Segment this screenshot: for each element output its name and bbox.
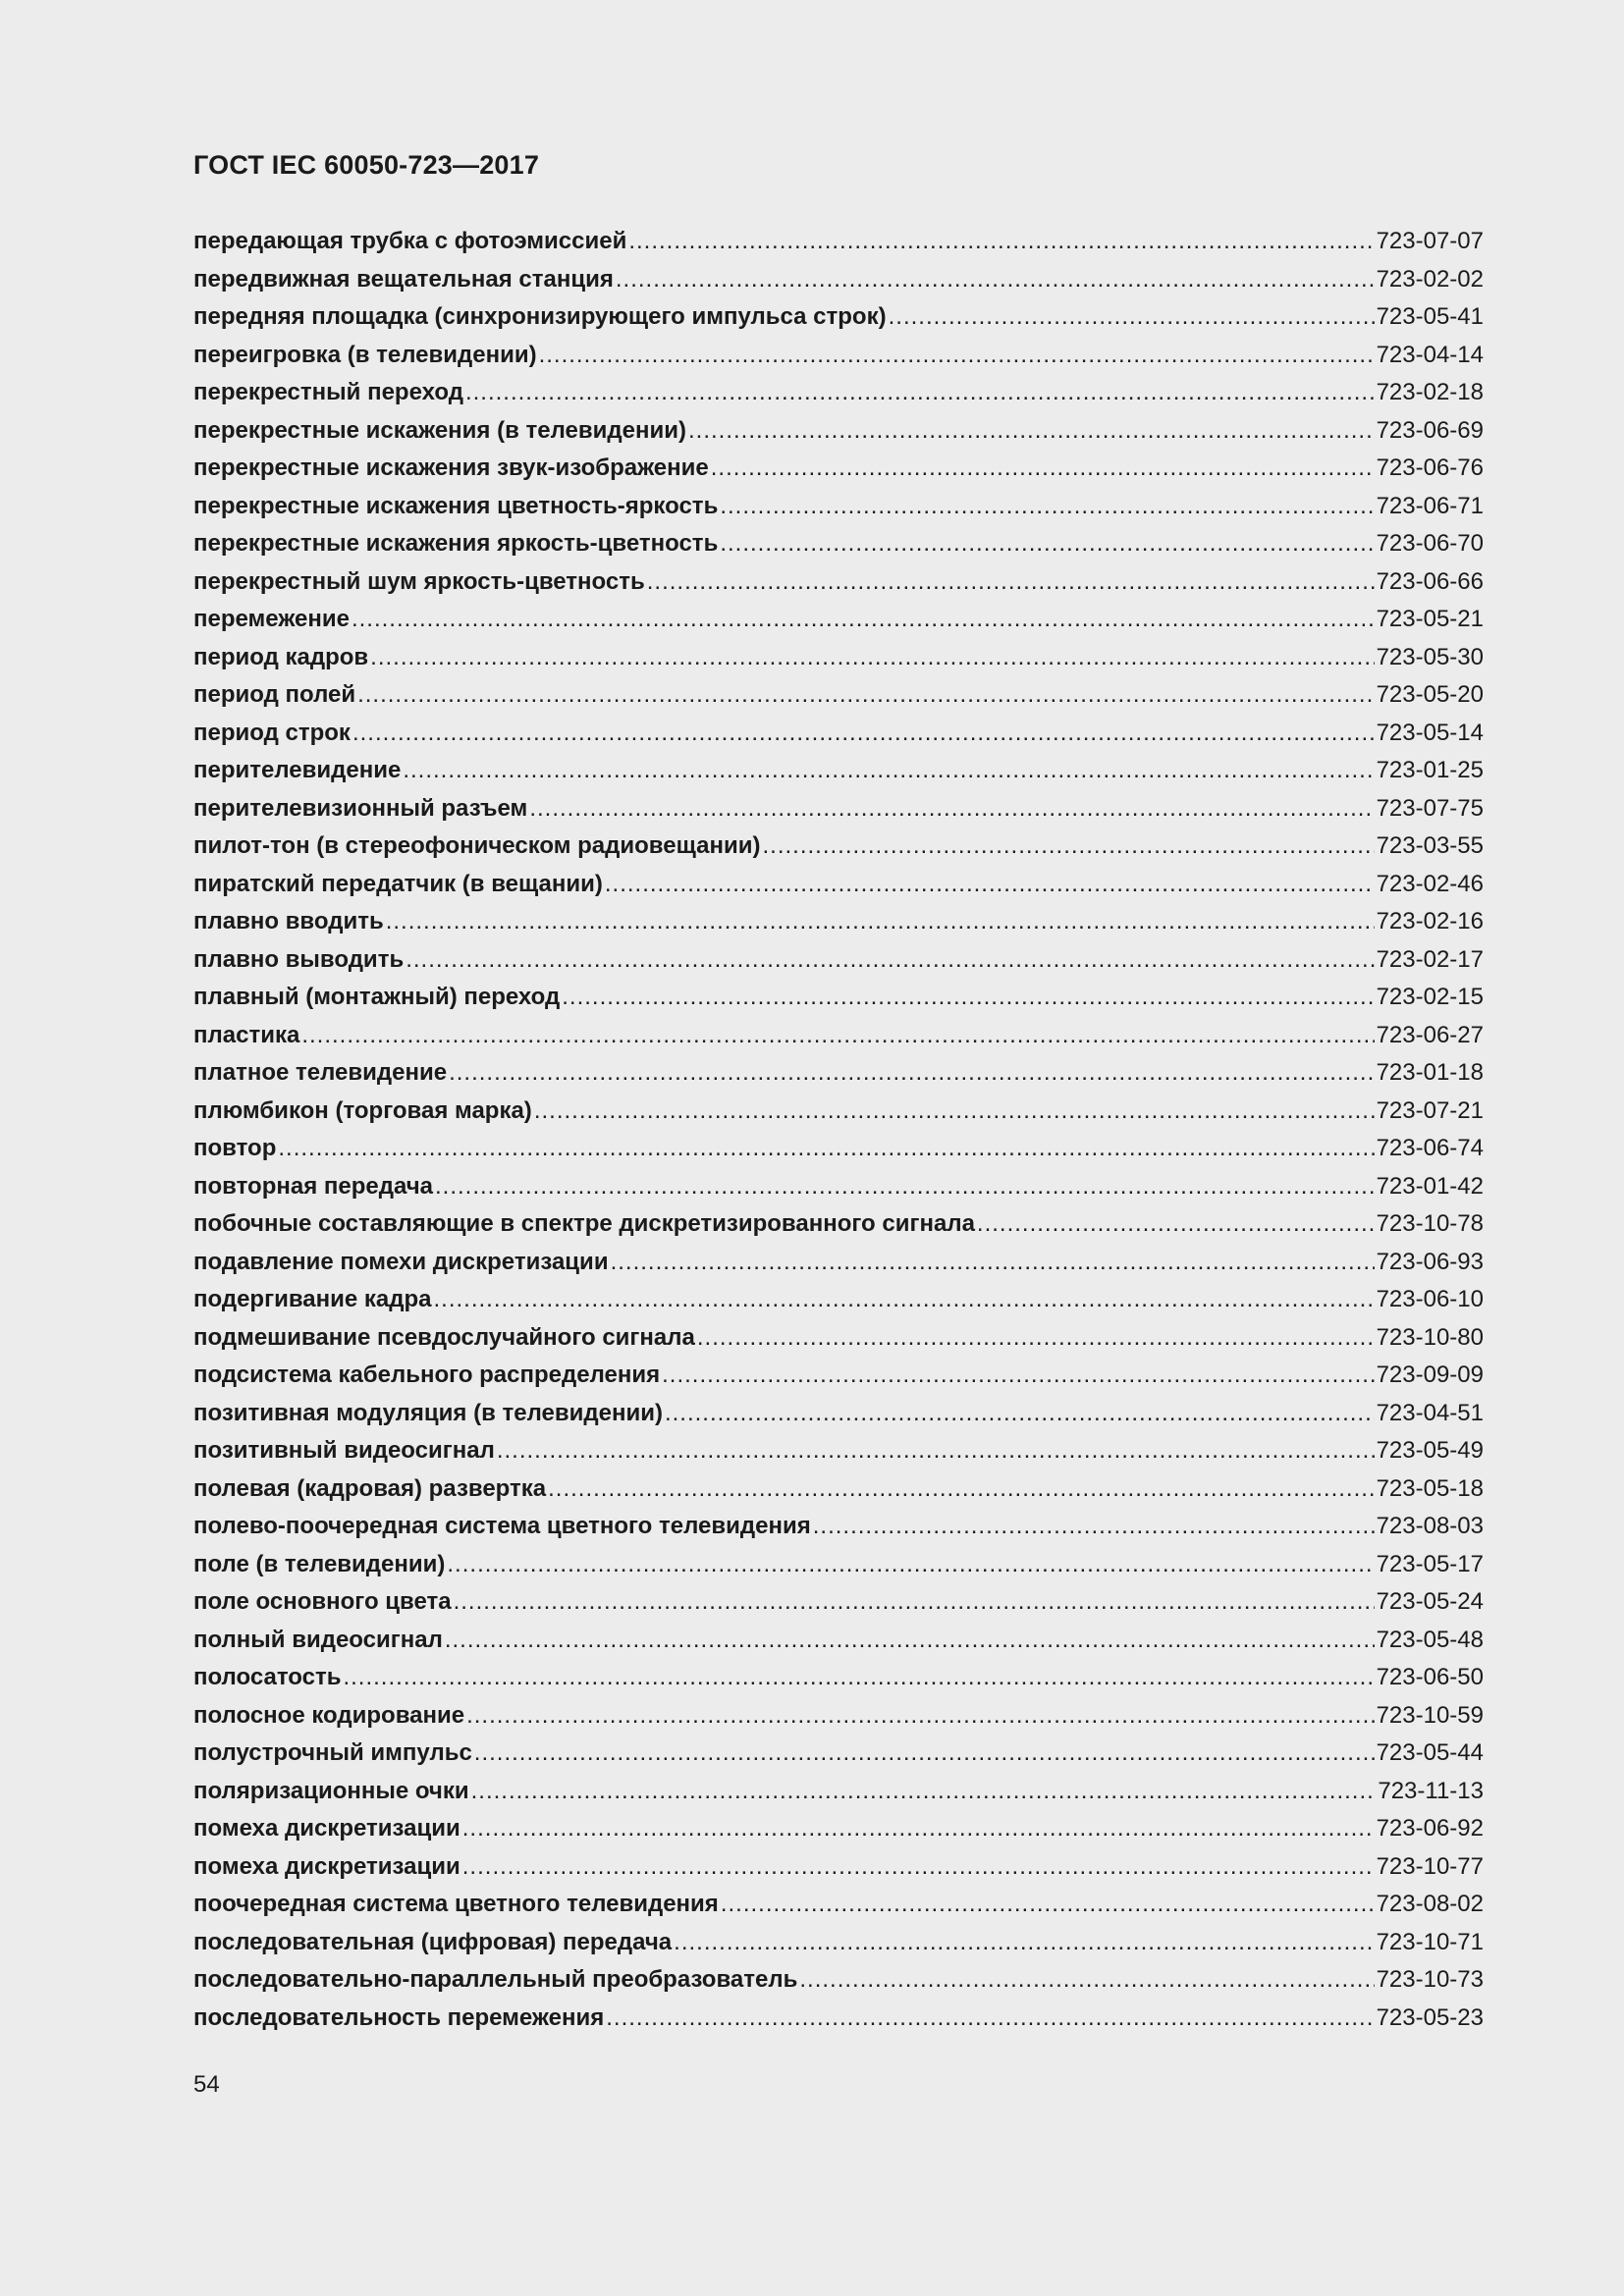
index-term: поляризационные очки [193, 1777, 469, 1804]
index-entry [193, 223, 1484, 261]
dot-leader [977, 1205, 1375, 1244]
dot-leader [357, 676, 1374, 715]
dot-leader [697, 1319, 1375, 1358]
index-reference-number: 723-10-78 [1376, 1210, 1484, 1237]
index-entry [193, 1848, 1484, 1887]
index-term: полосное кодирование [193, 1701, 465, 1729]
index-term: плавный (монтажный) переход [193, 984, 561, 1010]
index-entry [193, 450, 1484, 488]
dot-leader [688, 412, 1375, 451]
index-entry [193, 1054, 1484, 1093]
index-entry [193, 1130, 1484, 1168]
index-reference-number: 723-07-75 [1376, 794, 1484, 822]
dot-leader [474, 1735, 1375, 1773]
index-reference-number: 723-02-15 [1376, 984, 1484, 1010]
dot-leader [386, 903, 1375, 941]
dot-leader [720, 488, 1374, 526]
index-entry [193, 1357, 1484, 1395]
index-entry [193, 1017, 1484, 1055]
index-entry [193, 752, 1484, 790]
dot-leader [466, 1697, 1374, 1735]
index-reference-number: 723-06-69 [1376, 416, 1484, 444]
term-index-list [193, 223, 1484, 2037]
index-entry [193, 1432, 1484, 1470]
index-reference-number: 723-04-14 [1376, 341, 1484, 368]
index-reference-number: 723-06-70 [1376, 530, 1484, 557]
index-reference-number: 723-06-66 [1376, 567, 1484, 595]
index-term: период полей [193, 681, 356, 708]
index-term: перителевизионный разъем [193, 794, 528, 822]
index-entry [193, 1583, 1484, 1622]
index-entry [193, 1319, 1484, 1358]
dot-leader [539, 337, 1375, 375]
dot-leader [548, 1470, 1374, 1509]
dot-leader [301, 1017, 1374, 1055]
index-reference-number: 723-01-42 [1376, 1172, 1484, 1200]
index-term: плавно вводить [193, 908, 384, 934]
index-term: полево-поочередная система цветного телевидения [193, 1513, 811, 1539]
dot-leader [711, 450, 1375, 488]
index-entry [193, 298, 1484, 337]
page-number: 54 [193, 2071, 220, 2098]
index-reference-number: 723-05-17 [1376, 1550, 1484, 1577]
index-reference-number: 723-05-44 [1376, 1739, 1484, 1766]
dot-leader [445, 1622, 1375, 1660]
index-entry [193, 1924, 1484, 1962]
index-entry [193, 412, 1484, 451]
index-entry [193, 1773, 1484, 1811]
index-entry [193, 1281, 1484, 1319]
index-entry [193, 941, 1484, 980]
index-term: последовательность перемежения [193, 2003, 605, 2031]
index-entry [193, 1961, 1484, 2000]
index-reference-number: 723-06-93 [1376, 1248, 1484, 1275]
index-entry [193, 1470, 1484, 1509]
index-entry [193, 374, 1484, 412]
index-term: перекрестные искажения звук-изображение [193, 454, 709, 481]
index-reference-number: 723-10-80 [1376, 1323, 1484, 1351]
index-entry [193, 1093, 1484, 1131]
index-entry [193, 1622, 1484, 1660]
index-term: полный видеосигнал [193, 1626, 443, 1653]
dot-leader [647, 563, 1375, 602]
index-reference-number: 723-08-03 [1376, 1513, 1484, 1539]
index-reference-number: 723-06-92 [1376, 1815, 1484, 1842]
index-entry [193, 525, 1484, 563]
index-term: перекрестные искажения цветность-яркость [193, 492, 719, 519]
index-term: подавление помехи дискретизации [193, 1248, 609, 1275]
index-entry [193, 903, 1484, 941]
dot-leader [462, 1810, 1375, 1848]
index-entry [193, 1508, 1484, 1546]
index-reference-number: 723-10-73 [1376, 1966, 1484, 1993]
index-reference-number: 723-07-21 [1376, 1096, 1484, 1124]
dot-leader [562, 979, 1374, 1017]
index-entry [193, 2000, 1484, 2038]
index-entry [193, 1886, 1484, 1924]
index-entry [193, 1546, 1484, 1584]
dot-leader [406, 941, 1374, 980]
index-entry [193, 1168, 1484, 1206]
index-term: перекрестный шум яркость-цветность [193, 567, 645, 595]
index-entry [193, 563, 1484, 602]
dot-leader [720, 525, 1374, 563]
index-term: подсистема кабельного распределения [193, 1362, 661, 1388]
dot-leader [721, 1886, 1375, 1924]
index-reference-number: 723-01-18 [1376, 1059, 1484, 1086]
dot-leader [534, 1093, 1375, 1131]
index-reference-number: 723-09-09 [1376, 1362, 1484, 1388]
dot-leader [403, 752, 1374, 790]
dot-leader [352, 715, 1375, 753]
dot-leader [628, 223, 1374, 261]
index-entry [193, 1659, 1484, 1697]
index-term: повтор [193, 1135, 277, 1161]
index-reference-number: 723-03-55 [1376, 832, 1484, 859]
index-term: пластика [193, 1021, 300, 1048]
index-reference-number: 723-06-71 [1376, 492, 1484, 519]
dot-leader [662, 1357, 1374, 1395]
index-term: подмешивание псевдослучайного сигнала [193, 1323, 695, 1351]
index-reference-number: 723-10-59 [1376, 1701, 1484, 1729]
index-reference-number: 723-06-10 [1376, 1286, 1484, 1312]
index-entry [193, 979, 1484, 1017]
index-term: повторная передача [193, 1172, 433, 1200]
index-term: период строк [193, 719, 351, 746]
index-term: помеха дискретизации [193, 1815, 460, 1842]
index-term: пилот-тон (в стереофоническом радиовещании) [193, 832, 761, 859]
dot-leader [278, 1130, 1374, 1168]
index-reference-number: 723-05-18 [1376, 1474, 1484, 1502]
index-term: передвижная вещательная станция [193, 265, 614, 293]
index-term: период кадров [193, 643, 369, 670]
dot-leader [343, 1659, 1374, 1697]
index-entry [193, 1205, 1484, 1244]
index-reference-number: 723-11-13 [1378, 1777, 1484, 1804]
index-term: поле основного цвета [193, 1588, 452, 1615]
index-term: поочередная система цветного телевидения [193, 1891, 719, 1917]
index-term: перекрестные искажения яркость-цветность [193, 530, 719, 557]
index-reference-number: 723-04-51 [1376, 1399, 1484, 1426]
dot-leader [616, 261, 1375, 299]
dot-leader [471, 1773, 1377, 1811]
dot-leader [370, 639, 1374, 677]
index-term: позитивный видеосигнал [193, 1437, 495, 1464]
dot-leader [605, 866, 1375, 904]
index-reference-number: 723-02-16 [1376, 908, 1484, 934]
index-entry [193, 715, 1484, 753]
dot-leader [611, 1244, 1375, 1282]
index-entry [193, 1810, 1484, 1848]
index-term: полосатость [193, 1664, 342, 1690]
index-reference-number: 723-06-74 [1376, 1135, 1484, 1161]
index-term: последовательная (цифровая) передача [193, 1928, 673, 1955]
index-reference-number: 723-02-18 [1376, 379, 1484, 405]
index-term: полустрочный импульс [193, 1739, 472, 1766]
index-reference-number: 723-02-02 [1376, 265, 1484, 293]
index-entry [193, 601, 1484, 639]
dot-leader [889, 298, 1375, 337]
index-term: плюмбикон (торговая марка) [193, 1096, 532, 1124]
dot-leader [497, 1432, 1375, 1470]
index-term: последовательно-параллельный преобразователь [193, 1966, 798, 1993]
index-reference-number: 723-05-23 [1376, 2003, 1484, 2031]
index-reference-number: 723-06-50 [1376, 1664, 1484, 1690]
index-entry [193, 1244, 1484, 1282]
index-entry [193, 261, 1484, 299]
index-reference-number: 723-05-20 [1376, 681, 1484, 708]
index-reference-number: 723-05-48 [1376, 1626, 1484, 1653]
index-term: подергивание кадра [193, 1286, 432, 1312]
index-reference-number: 723-02-46 [1376, 870, 1484, 897]
index-term: перекрестный переход [193, 379, 463, 405]
dot-leader [813, 1508, 1375, 1546]
dot-leader [435, 1168, 1375, 1206]
index-reference-number: 723-05-24 [1376, 1588, 1484, 1615]
dot-leader [799, 1961, 1374, 2000]
dot-leader [462, 1848, 1375, 1887]
index-reference-number: 723-05-41 [1376, 303, 1484, 330]
index-term: передающая трубка с фотоэмиссией [193, 228, 627, 254]
document-header: ГОСТ IEC 60050-723—2017 [193, 150, 540, 180]
dot-leader [762, 828, 1374, 866]
index-entry [193, 488, 1484, 526]
index-term: плавно выводить [193, 945, 405, 973]
index-entry [193, 337, 1484, 375]
dot-leader [352, 601, 1375, 639]
index-term: переигровка (в телевидении) [193, 341, 537, 368]
dot-leader [433, 1281, 1374, 1319]
dot-leader [465, 374, 1375, 412]
index-entry [193, 676, 1484, 715]
index-entry [193, 790, 1484, 828]
index-entry [193, 1735, 1484, 1773]
dot-leader [449, 1054, 1374, 1093]
index-reference-number: 723-06-76 [1376, 454, 1484, 481]
index-term: поле (в телевидении) [193, 1550, 446, 1577]
index-term: перителевидение [193, 757, 402, 783]
index-term: перемежение [193, 606, 350, 632]
index-term: полевая (кадровая) развертка [193, 1474, 547, 1502]
index-entry [193, 639, 1484, 677]
index-reference-number: 723-05-21 [1376, 606, 1484, 632]
index-entry [193, 1697, 1484, 1735]
index-entry [193, 1395, 1484, 1433]
dot-leader [529, 790, 1374, 828]
index-reference-number: 723-07-07 [1376, 228, 1484, 254]
index-term: позитивная модуляция (в телевидении) [193, 1399, 663, 1426]
index-term: перекрестные искажения (в телевидении) [193, 416, 686, 444]
dot-leader [447, 1546, 1374, 1584]
index-reference-number: 723-08-02 [1376, 1891, 1484, 1917]
dot-leader [665, 1395, 1375, 1433]
index-reference-number: 723-05-49 [1376, 1437, 1484, 1464]
dot-leader [674, 1924, 1374, 1962]
dot-leader [606, 2000, 1374, 2038]
index-entry [193, 828, 1484, 866]
index-entry [193, 866, 1484, 904]
index-reference-number: 723-10-71 [1376, 1928, 1484, 1955]
index-term: помеха дискретизации [193, 1852, 460, 1880]
dot-leader [454, 1583, 1375, 1622]
index-term: побочные составляющие в спектре дискретизированного сигнала [193, 1210, 975, 1237]
index-reference-number: 723-05-30 [1376, 643, 1484, 670]
index-reference-number: 723-01-25 [1376, 757, 1484, 783]
index-term: передняя площадка (синхронизирующего импульса строк) [193, 303, 887, 330]
index-reference-number: 723-06-27 [1376, 1021, 1484, 1048]
index-reference-number: 723-05-14 [1376, 719, 1484, 746]
index-term: пиратский передатчик (в вещании) [193, 870, 603, 897]
index-reference-number: 723-10-77 [1376, 1852, 1484, 1880]
index-reference-number: 723-02-17 [1376, 945, 1484, 973]
index-term: платное телевидение [193, 1059, 448, 1086]
